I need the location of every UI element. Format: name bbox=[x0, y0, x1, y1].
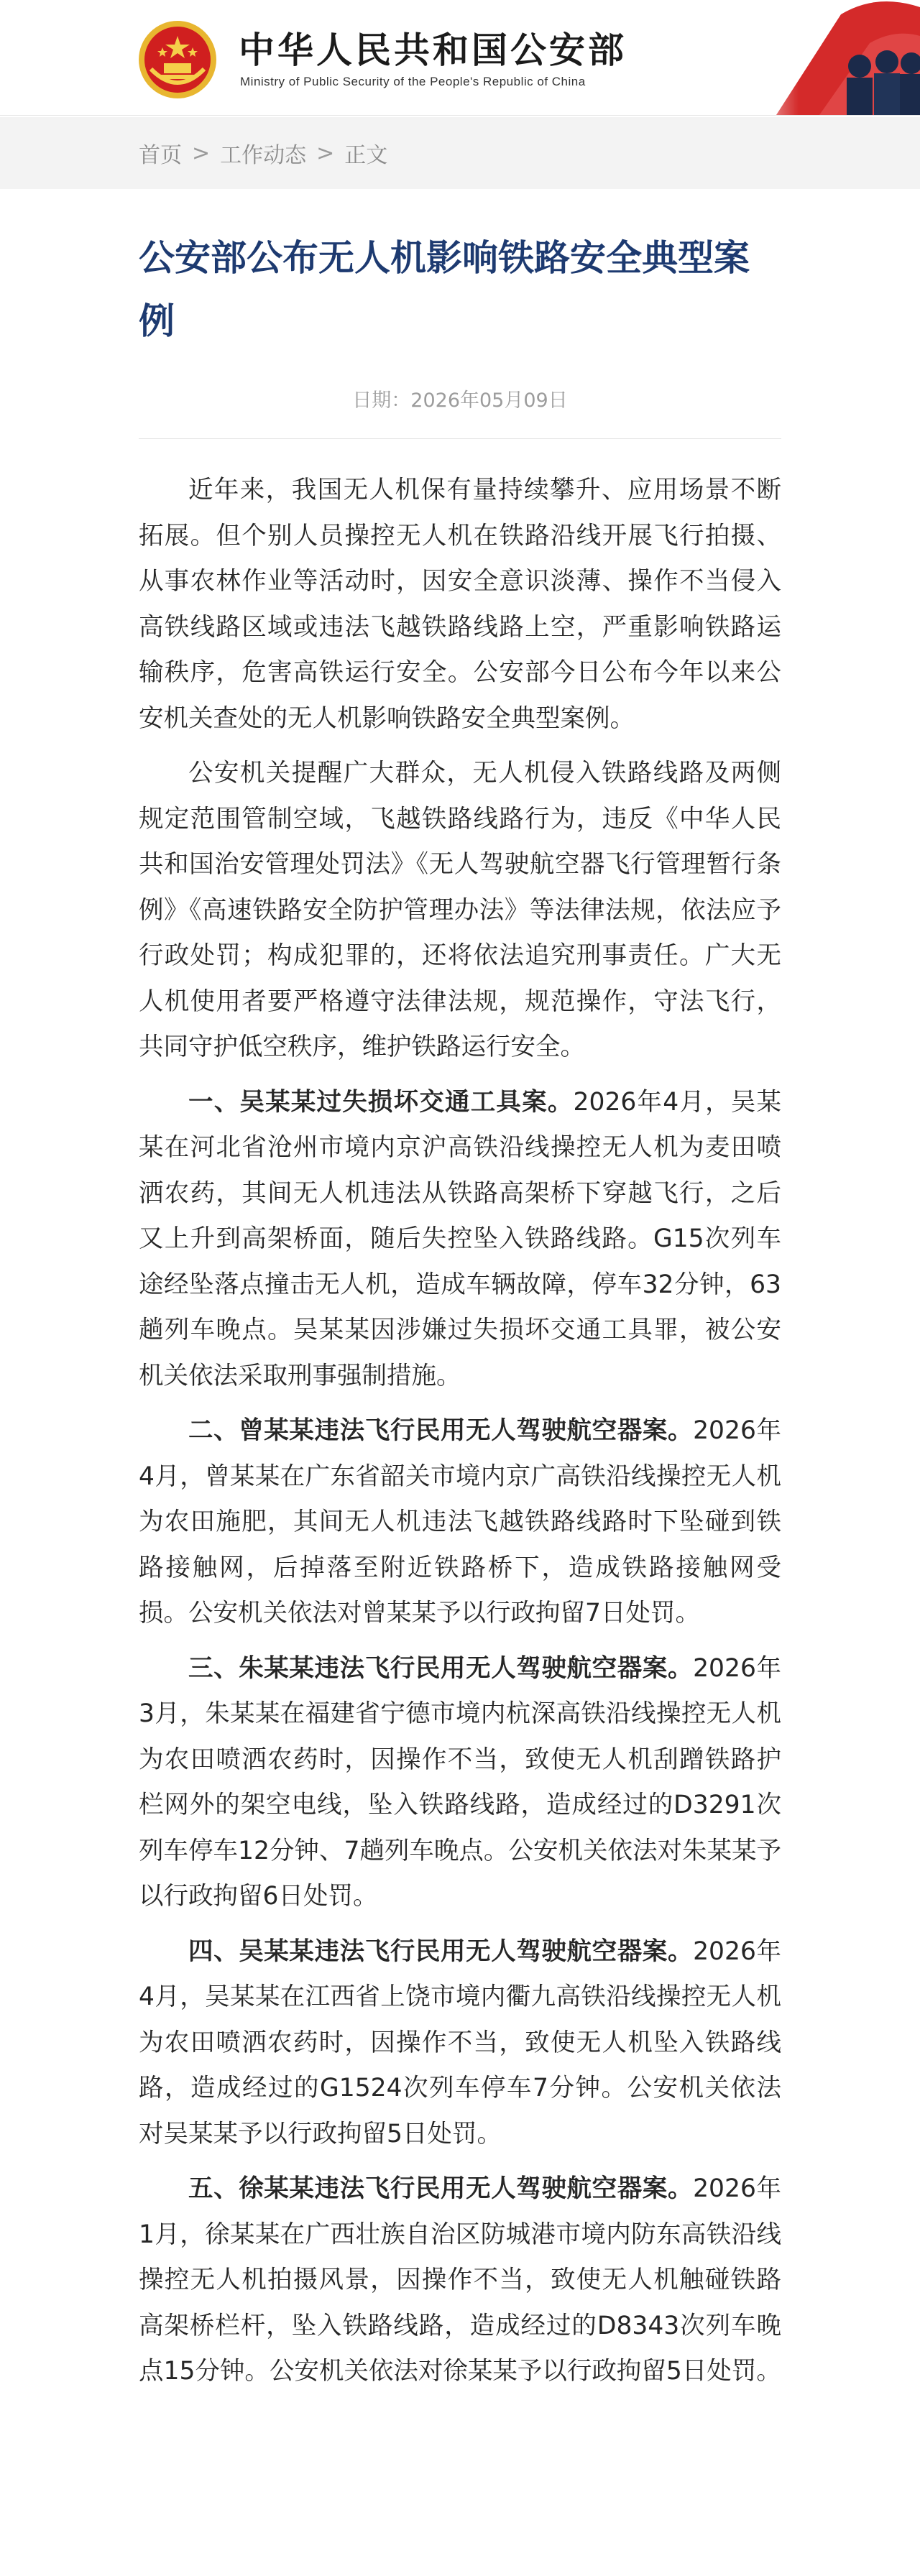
breadcrumb-work-news-link[interactable]: 工作动态 bbox=[220, 143, 307, 168]
case-paragraph bbox=[139, 1929, 781, 2158]
site-name-english: Ministry of Public Security of the People's Republic of China bbox=[240, 75, 586, 88]
article-date bbox=[139, 384, 781, 412]
case-heading: 五、徐某某违法飞行民用无人驾驶航空器案。 bbox=[188, 2174, 694, 2203]
case-paragraph bbox=[139, 1408, 781, 1637]
reminder-paragraph: 公安机关提醒广大群众，无人机侵入铁路线路及两侧规定范围管制空域，飞越铁路线路行为，违反《中华人民共和国治安管理处罚法》《无人驾驶航空器飞行管理暂行条例》《高速铁路安全防护管理办法》等法律法规，依法应予行政处罚；构成犯罪的，还将依法追究刑事责任。广大无人机使用者要严格遵守法律法规，规范操作，守法飞行，共同守护低空秩序，维护铁路运行安全。 bbox=[139, 759, 781, 1061]
site-name: 中华人民共和国公安部 bbox=[239, 29, 627, 71]
case-heading: 三、朱某某违法飞行民用无人驾驶航空器案。 bbox=[188, 1653, 694, 1683]
date-label: 日期： bbox=[352, 389, 411, 412]
breadcrumb-current: 正文 bbox=[344, 143, 388, 168]
case-text: 2026年4月，吴某某在江西省上饶市境内衢九高铁沿线操控无人机为农田喷洒农药时，因操作不当，致使无人机坠入铁路线路，造成经过的G1524次列车停车7分钟。公安机关依法对吴某某予以行政拘留5日处罚。 bbox=[139, 1936, 781, 2148]
title-divider bbox=[139, 438, 781, 439]
breadcrumb-separator: > bbox=[316, 140, 335, 166]
date-value: 2026年05月09日 bbox=[410, 389, 568, 412]
case-text: 2026年4月，曾某某在广东省韶关市境内京广高铁沿线操控无人机为农田施肥，其间无人机违法飞越铁路线路时下坠碰到铁路接触网，后掉落至附近铁路桥下，造成铁路接触网受损。公安机关依法对曾某某予以行政拘留7日处罚。 bbox=[139, 1416, 781, 1628]
case-paragraph bbox=[139, 1080, 781, 1400]
police-emblem-icon bbox=[137, 19, 218, 101]
breadcrumb-home-link[interactable]: 首页 bbox=[139, 143, 182, 168]
article-title: 公安部公布无人机影响铁路安全典型案例 bbox=[139, 237, 750, 342]
case-heading: 一、吴某某过失损坏交通工具案。 bbox=[188, 1087, 574, 1117]
case-text: 2026年4月，吴某某在河北省沧州市境内京沪高铁沿线操控无人机为麦田喷洒农药，其间无人机违法从铁路高架桥下穿越飞行，之后又上升到高架桥面，随后失控坠入铁路线路。G15次列车途经坠落点撞击无人机，造成车辆故障，停车32分钟，63趟列车晚点。吴某某因涉嫌过失损坏交通工具罪，被公安机关依法采取刑事强制措施。 bbox=[139, 1087, 782, 1390]
site-header bbox=[0, 0, 920, 116]
article bbox=[139, 189, 781, 2404]
intro-paragraph: 近年来，我国无人机保有量持续攀升、应用场景不断拓展。但个别人员操控无人机在铁路沿线开展飞行拍摄、从事农林作业等活动时，因安全意识淡薄、操作不当侵入高铁线路区域或违法飞越铁路线路上空，严重影响铁路运输秩序，危害高铁运行安全。公安部今日公布今年以来公安机关查处的无人机影响铁路安全典型案例。 bbox=[139, 476, 781, 733]
banner-officers-image bbox=[733, 0, 920, 115]
case-text: 2026年3月，朱某某在福建省宁德市境内杭深高铁沿线操控无人机为农田喷洒农药时，因操作不当，致使无人机刮蹭铁路护栏网外的架空电线，坠入铁路线路，造成经过的D3291次列车停车12分钟、7趟列车晚点。公安机关依法对朱某某予以行政拘留6日处罚。 bbox=[139, 1653, 781, 1911]
case-paragraph bbox=[139, 1646, 781, 1920]
case-heading: 二、曾某某违法飞行民用无人驾驶航空器案。 bbox=[188, 1416, 694, 1445]
article-body bbox=[139, 468, 781, 2395]
case-heading: 四、吴某某违法飞行民用无人驾驶航空器案。 bbox=[188, 1936, 694, 1966]
case-paragraph bbox=[139, 2166, 781, 2395]
breadcrumb bbox=[0, 117, 920, 189]
breadcrumb-separator: > bbox=[192, 140, 211, 166]
case-text: 2026年1月，徐某某在广西壮族自治区防城港市境内防东高铁沿线操控无人机拍摄风景，因操作不当，致使无人机触碰铁路高架桥栏杆，坠入铁路线路，造成经过的D8343次列车晚点15分钟。公安机关依法对徐某某予以行政拘留5日处罚。 bbox=[139, 2174, 781, 2386]
